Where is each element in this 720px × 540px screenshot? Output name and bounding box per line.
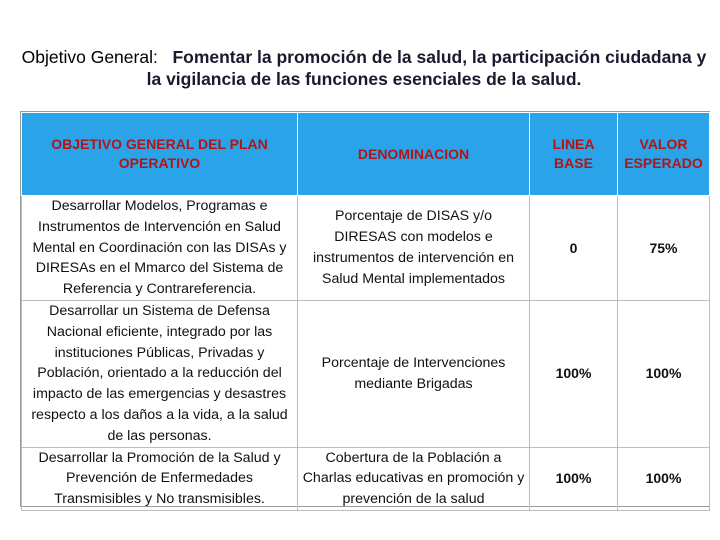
header-valor-esperado: VALOR ESPERADO — [618, 113, 710, 196]
objective-heading — [14, 46, 714, 90]
table-header-row — [22, 113, 710, 196]
header-objetivo: OBJETIVO GENERAL DEL PLAN OPERATIVO — [22, 113, 298, 196]
table-row — [22, 447, 710, 510]
cell-denominacion: Porcentaje de Intervenciones mediante Brigadas — [298, 301, 530, 448]
objective-label: Objetivo General: — [21, 47, 158, 67]
cell-linea-base: 100% — [530, 301, 618, 448]
cell-valor-esperado: 100% — [618, 301, 710, 448]
cell-objetivo: Desarrollar la Promoción de la Salud y Prevención de Enfermedades Transmisibles y No transmisibles. — [22, 447, 298, 510]
objective-text: Fomentar la promoción de la salud, la participación ciudadana y la vigilancia de las funciones esenciales de la salud. — [146, 47, 707, 89]
table-row — [22, 301, 710, 448]
cell-objetivo: Desarrollar Modelos, Programas e Instrumentos de Intervención en Salud Mental en Coordinación con las DISAs y DIRESAs en el Mmarco del Sistema de Referencia y Contrareferencia. — [22, 196, 298, 301]
cell-denominacion: Cobertura de la Población a Charlas educativas en promoción y prevención de la salud — [298, 447, 530, 510]
table-row — [22, 196, 710, 301]
cell-linea-base: 100% — [530, 447, 618, 510]
plan-table-container — [20, 111, 710, 507]
cell-denominacion: Porcentaje de DISAS y/o DIRESAS con modelos e instrumentos de intervención en Salud Mental implementados — [298, 196, 530, 301]
header-denominacion: DENOMINACION — [298, 113, 530, 196]
cell-objetivo: Desarrollar un Sistema de Defensa Nacional eficiente, integrado por las instituciones Públicas, Privadas y Población, orientado a la reducción del impacto de las emergencias y desastres respecto a los daños a la vida, a la salud de las personas. — [22, 301, 298, 448]
cell-valor-esperado: 75% — [618, 196, 710, 301]
cell-linea-base: 0 — [530, 196, 618, 301]
plan-table — [21, 112, 710, 511]
cell-valor-esperado: 100% — [618, 447, 710, 510]
header-linea-base: LINEA BASE — [530, 113, 618, 196]
